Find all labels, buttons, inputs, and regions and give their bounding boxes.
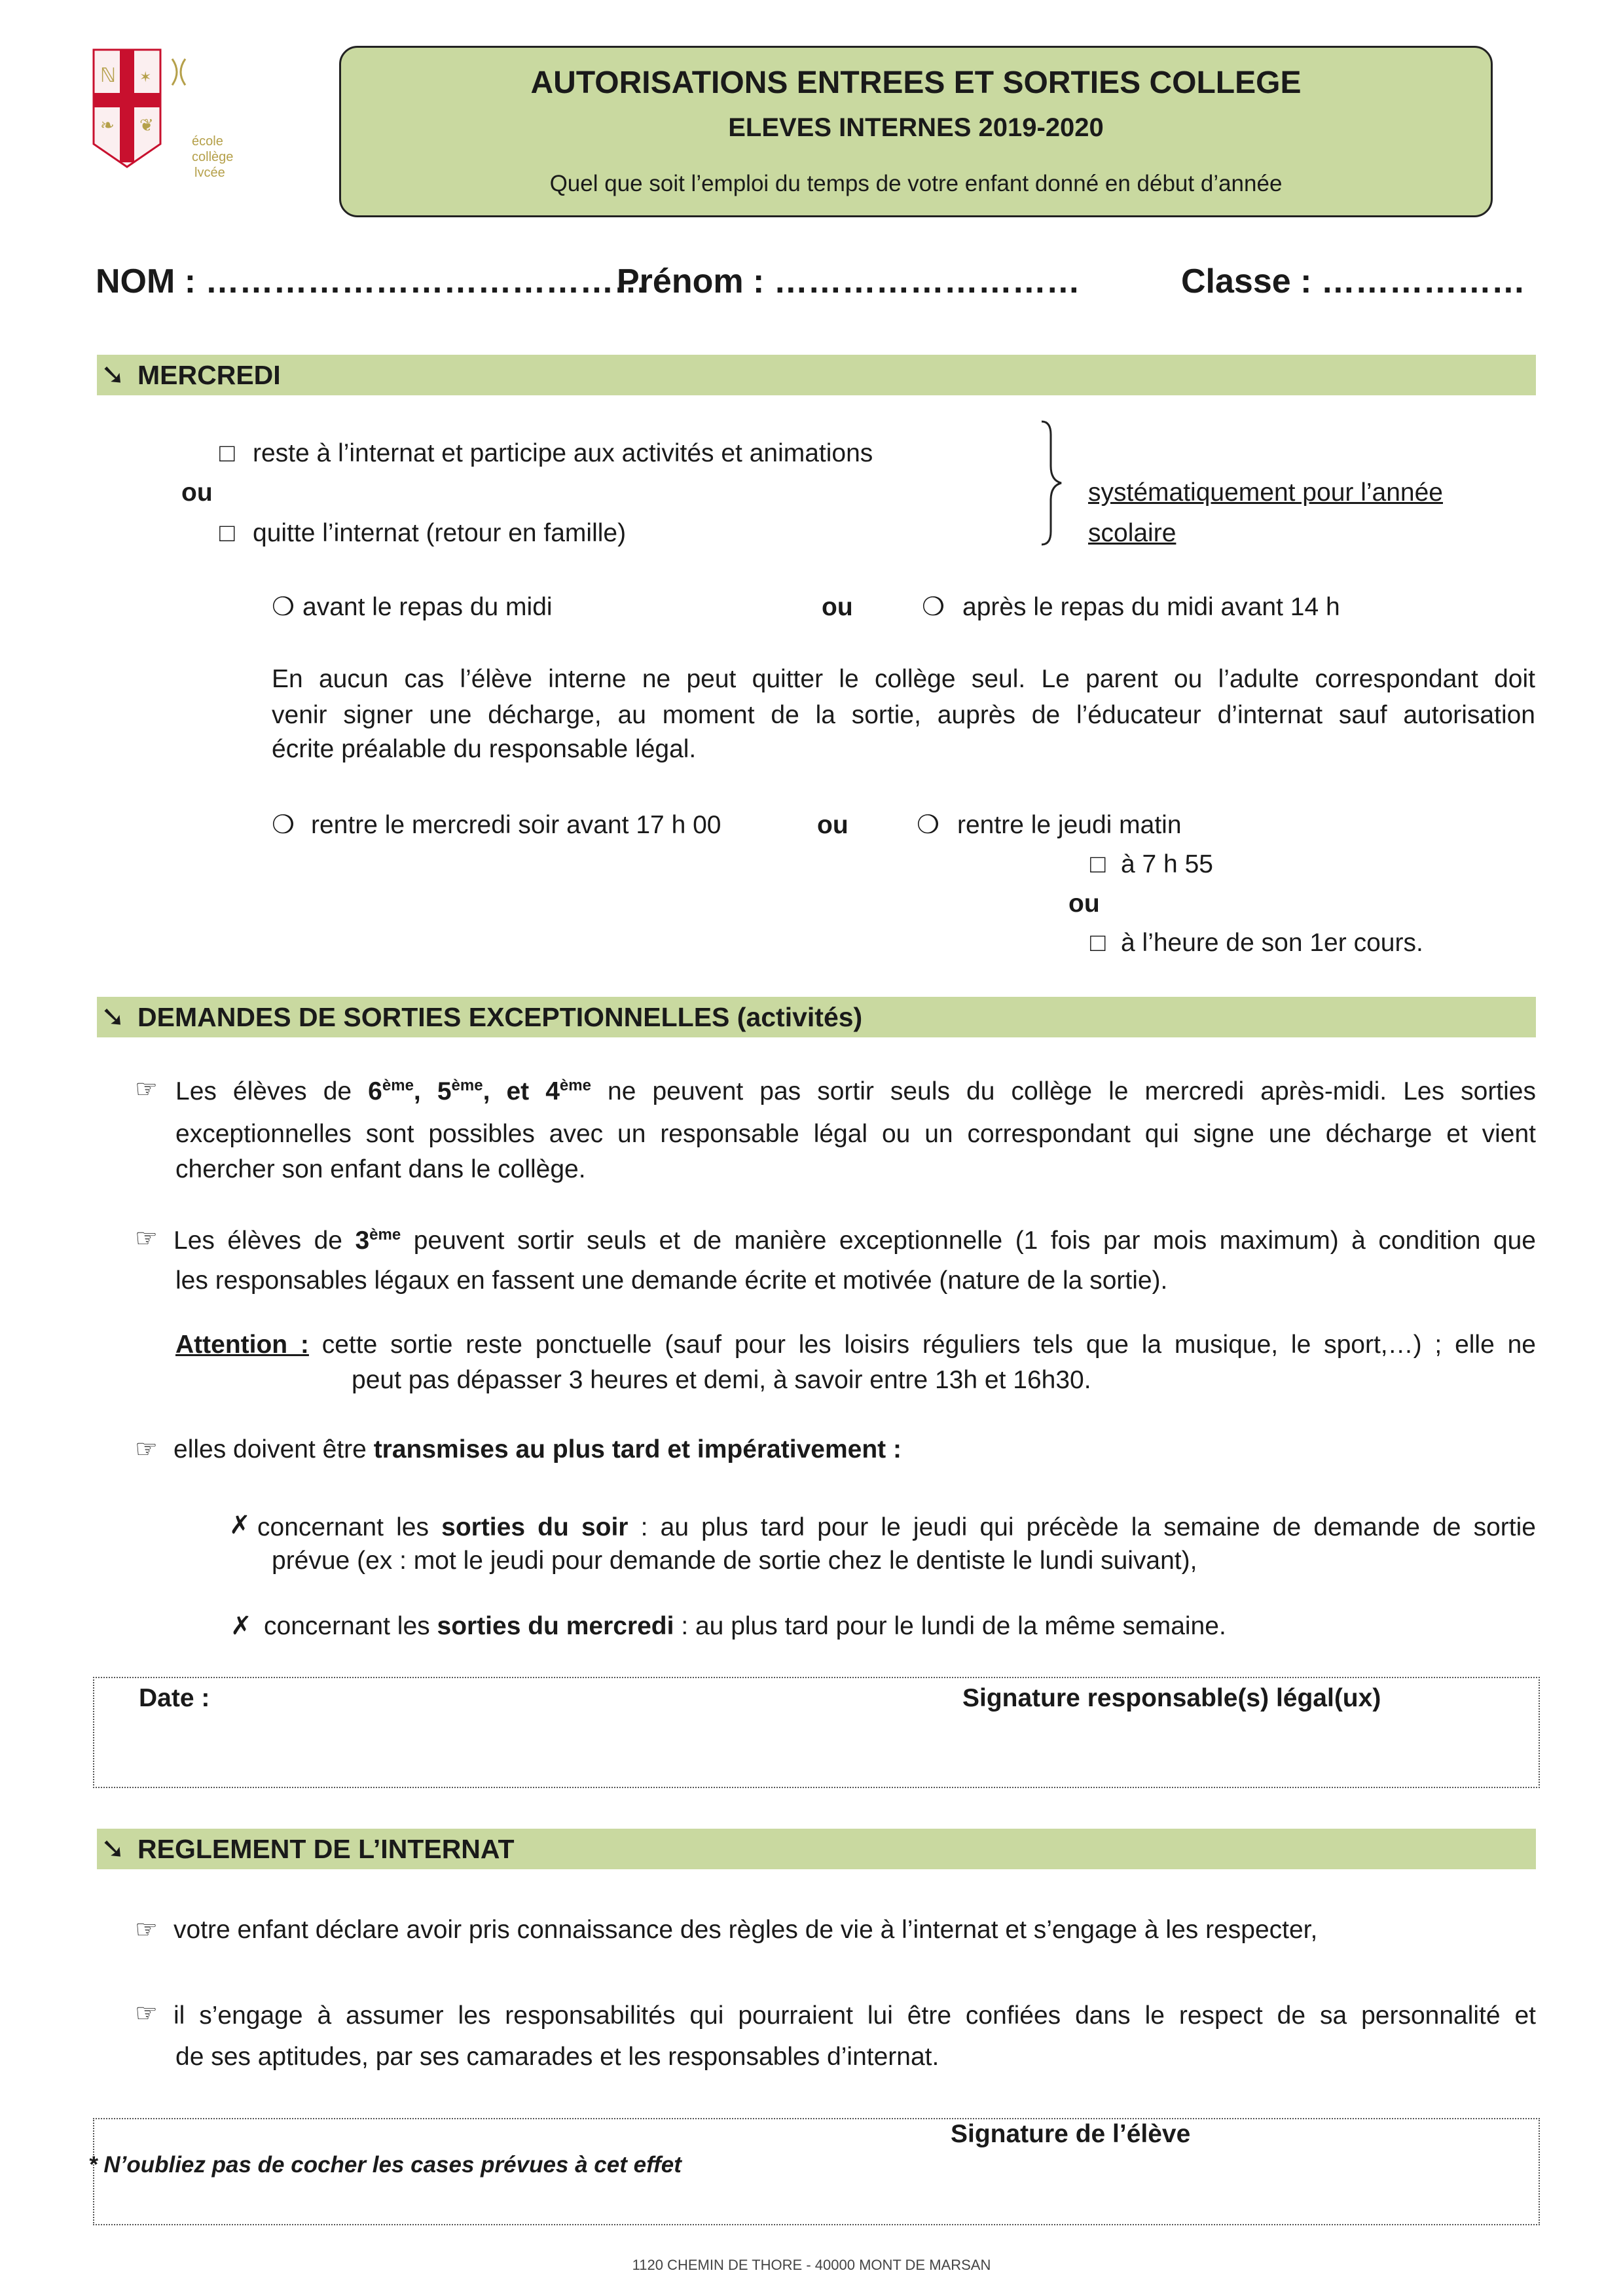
prenom-field[interactable]: Prénom : ……………………… [617, 262, 1080, 300]
arrow-down-right-icon: ➘ [101, 359, 125, 391]
attention-line1: Attention : cette sortie reste ponctuelle (sauf pour les loisirs réguliers tels que la musique, le sport,…) ; elle ne [175, 1331, 1536, 1359]
nom-field[interactable]: NOM : ………………………………… [96, 262, 648, 300]
checkbox-premier-cours[interactable]: □ [1090, 929, 1106, 957]
c1-line2: prévue (ex : mot le jeudi pour demande de sortie chez le dentiste le lundi suivant), [272, 1547, 1197, 1575]
radio-jeudi-matin[interactable]: ❍ [917, 811, 939, 839]
svg-text:❧: ❧ [100, 116, 115, 135]
checkbox-reste-internat[interactable]: □ [219, 439, 235, 467]
p1-line1: Les élèves de 6ème, 5ème, et 4ème ne peuvent pas sortir seuls du collège le mercredi après-midi. Les sorties [175, 1077, 1536, 1105]
section-header-sorties [97, 997, 1536, 1037]
header-note: Quel que soit l’emploi du temps de votre enfant donné en début d’année [549, 171, 1283, 196]
or-label: ou [1068, 889, 1100, 918]
reminder-note: * N’oubliez pas de cocher les cases prévues à cet effet [88, 2152, 682, 2178]
p2-line2: les responsables légaux en fassent une demande écrite et motivée (nature de la sortie). [175, 1266, 1168, 1295]
cross-icon: ✗ [229, 1511, 251, 1539]
section-title-mercredi: MERCREDI [137, 360, 281, 390]
classe-field[interactable]: Classe : ……………… [1181, 262, 1525, 300]
option-premier-cours: à l’heure de son 1er cours. [1121, 929, 1423, 957]
option-jeudi-matin: rentre le jeudi matin [957, 811, 1182, 839]
arrow-down-right-icon: ➘ [101, 1833, 125, 1865]
note-systematique-line2: scolaire [1088, 519, 1176, 547]
pointing-hand-icon: ☞ [135, 1916, 158, 1944]
reglement-line2: il s’engage à assumer les responsabilités qui pourraient lui être confiées dans le respect de sa personnalité et [173, 2001, 1536, 2030]
logo-line-ecole: école [192, 134, 223, 149]
radio-avant-repas[interactable]: ❍ [272, 593, 295, 621]
svg-text:ℕ: ℕ [100, 65, 117, 86]
or-label: ou [181, 478, 213, 507]
or-label: ou [817, 811, 848, 839]
p3-line: elles doivent être transmises au plus tard et impérativement : [173, 1435, 902, 1463]
brace-icon [1038, 419, 1064, 550]
c1-line1: concernant les sorties du soir : au plus tard pour le jeudi qui précède la semaine de demande de sortie [257, 1513, 1536, 1541]
attention-label: Attention : [175, 1331, 309, 1359]
cross-icon: ✗ [230, 1612, 252, 1640]
signature-box-parents[interactable] [93, 1677, 1540, 1788]
section-title-reglement: REGLEMENT DE L’INTERNAT [137, 1834, 515, 1864]
school-logo [88, 46, 285, 177]
pointing-hand-icon: ☞ [135, 1075, 158, 1103]
section-header-reglement [97, 1829, 1536, 1869]
parent-signature-label: Signature responsable(s) légal(ux) [962, 1684, 1381, 1712]
section-header-mercredi [97, 355, 1536, 395]
pointing-hand-icon: ☞ [135, 1225, 158, 1253]
reglement-line1: votre enfant déclare avoir pris connaissance des règles de vie à l’internat et s’engage à les respecter, [173, 1916, 1318, 1944]
option-7h55: à 7 h 55 [1121, 850, 1213, 878]
option-reste-internat: reste à l’internat et participe aux activités et animations [253, 439, 873, 467]
logo-line-lycee: lycée [194, 166, 225, 177]
checkbox-7h55[interactable]: □ [1090, 850, 1106, 878]
page-subtitle: ELEVES INTERNES 2019-2020 [728, 113, 1104, 142]
student-signature-label: Signature de l’élève [951, 2120, 1191, 2148]
or-label: ou [822, 593, 853, 621]
svg-text:❦: ❦ [139, 116, 154, 135]
option-apres-repas: après le repas du midi avant 14 h [962, 593, 1340, 621]
arrow-down-right-icon: ➘ [101, 1001, 125, 1033]
pointing-hand-icon: ☞ [135, 2000, 158, 2028]
p2-line1: Les élèves de 3ème peuvent sortir seuls et de manière exceptionnelle (1 fois par mois maximum) à condition que [173, 1226, 1536, 1255]
checkbox-quitte-internat[interactable]: □ [219, 519, 235, 547]
paragraph-line: En aucun cas l’élève interne ne peut quitter le collège seul. Le parent ou l’adulte correspondant doit [272, 665, 1535, 693]
attention-line2: peut pas dépasser 3 heures et demi, à savoir entre 13h et 16h30. [352, 1366, 1091, 1394]
shield-crest-icon [88, 46, 285, 177]
svg-text:✶: ✶ [139, 69, 152, 85]
option-mercredi-soir: rentre le mercredi soir avant 17 h 00 [311, 811, 721, 839]
paragraph-line: écrite préalable du responsable légal. [272, 735, 697, 763]
reglement-line3: de ses aptitudes, par ses camarades et les responsables d’internat. [175, 2043, 939, 2071]
date-label: Date : [139, 1684, 210, 1712]
note-systematique-line1: systématiquement pour l’année [1088, 478, 1443, 507]
p1-line3: chercher son enfant dans le collège. [175, 1155, 586, 1183]
c2-line: concernant les sorties du mercredi : au plus tard pour le lundi de la même semaine. [264, 1612, 1226, 1640]
option-quitte-internat: quitte l’internat (retour en famille) [253, 519, 627, 547]
paragraph-line: venir signer une décharge, au moment de la sortie, auprès de l’éducateur d’internat sauf autorisation [272, 701, 1535, 729]
page-title: AUTORISATIONS ENTREES ET SORTIES COLLEGE [530, 65, 1302, 100]
radio-apres-repas[interactable]: ❍ [922, 593, 945, 621]
section-title-sorties: DEMANDES DE SORTIES EXCEPTIONNELLES (activités) [137, 1002, 863, 1032]
logo-line-college: collège [192, 150, 234, 164]
radio-mercredi-soir[interactable]: ❍ [272, 811, 295, 839]
header-box [339, 46, 1493, 217]
p1-line2: exceptionnelles sont possibles avec un responsable légal ou un correspondant qui signe une décharge et vient [175, 1120, 1536, 1148]
pointing-hand-icon: ☞ [135, 1435, 158, 1463]
footer-address: 1120 CHEMIN DE THORE - 40000 MONT DE MARSAN [632, 2257, 991, 2273]
option-avant-repas: avant le repas du midi [302, 593, 553, 621]
